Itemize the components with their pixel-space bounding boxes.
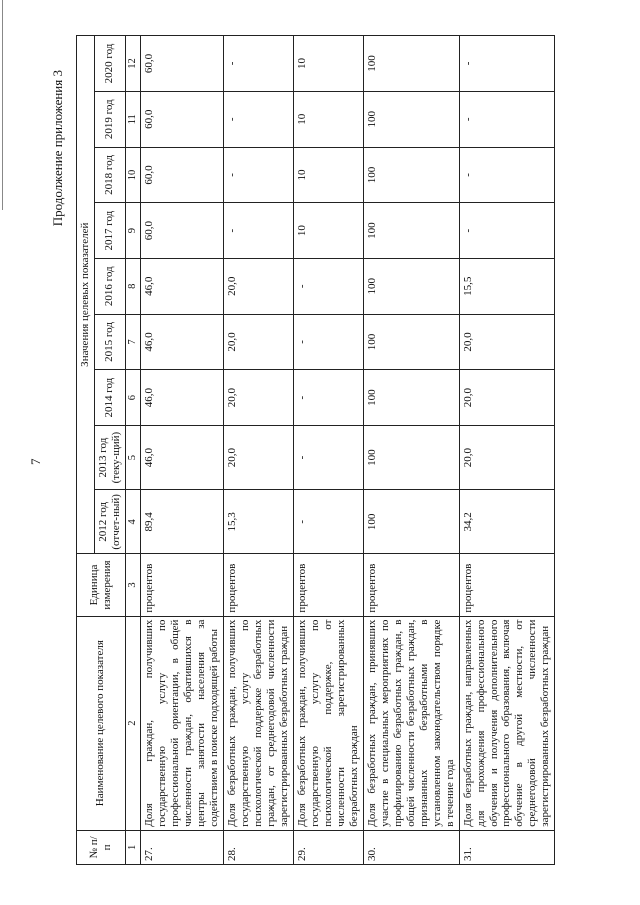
value-cell: - xyxy=(459,203,555,259)
indicator-name: Доля безработных граждан, направленных для прохождения профессионального обучения и получения дополнительного профессионального образования, включая обучение в другой местности, от среднегодовой численности зарегистрированных безработных граждан xyxy=(459,616,555,830)
value-cell: - xyxy=(224,147,294,203)
value-cell: 100 xyxy=(363,36,459,92)
column-index: 6 xyxy=(125,370,140,426)
value-cell: 100 xyxy=(363,425,459,489)
value-cell: 46,0 xyxy=(141,314,224,370)
column-index: 2 xyxy=(125,616,140,830)
value-cell: 20,0 xyxy=(459,370,555,426)
value-cell: 20,0 xyxy=(459,314,555,370)
column-index: 3 xyxy=(125,554,140,616)
value-cell: 10 xyxy=(293,36,363,92)
value-cell: 34,2 xyxy=(459,490,555,554)
value-cell: 20,0 xyxy=(224,258,294,314)
value-cell: 60,0 xyxy=(141,203,224,259)
header-year: 2015 год xyxy=(94,314,125,370)
table-row xyxy=(293,36,363,865)
value-cell: 100 xyxy=(363,147,459,203)
value-cell: 60,0 xyxy=(141,91,224,147)
value-cell: 100 xyxy=(363,490,459,554)
value-cell: 60,0 xyxy=(141,147,224,203)
value-cell: 46,0 xyxy=(141,370,224,426)
value-cell: - xyxy=(459,147,555,203)
table-row xyxy=(363,36,459,865)
value-cell: 100 xyxy=(363,258,459,314)
value-cell: - xyxy=(293,314,363,370)
header-year: 2013 год (теку-щий) xyxy=(94,425,125,489)
indicator-name: Доля граждан, получивших государственную услугу по профессиональной ориентации, в общей численности граждан, обратившихся в центры занятости населения за содействием в поиске подходящей работы xyxy=(141,616,224,830)
scan-edge-line xyxy=(2,0,3,210)
column-index: 9 xyxy=(125,203,140,259)
column-index: 10 xyxy=(125,147,140,203)
indicators-table xyxy=(76,35,555,865)
continuation-note: Продолжение приложения 3 xyxy=(50,70,65,227)
value-cell: 20,0 xyxy=(224,370,294,426)
header-year: 2018 год xyxy=(94,147,125,203)
indicator-name: Доля безработных граждан, получивших государственную услугу по психологической поддержке безработных граждан, от среднегодовой численности зарегистрированных безработных граждан xyxy=(224,616,294,830)
indicator-unit: процентов xyxy=(141,554,224,616)
indicator-unit: процентов xyxy=(459,554,555,616)
table-row xyxy=(459,36,555,865)
value-cell: - xyxy=(224,203,294,259)
table-row xyxy=(224,36,294,865)
value-cell: 15,3 xyxy=(224,490,294,554)
indicator-unit: процентов xyxy=(363,554,459,616)
row-number: 28. xyxy=(224,830,294,864)
row-number: 29. xyxy=(293,830,363,864)
indicator-name: Доля безработных граждан, получивших государственную услугу по психологической поддержке, от численности зарегистрированных безработных граждан xyxy=(293,616,363,830)
indicator-unit: процентов xyxy=(224,554,294,616)
indicator-unit: процентов xyxy=(293,554,363,616)
indicator-name: Доля безработных граждан, принявших участие в специальных мероприятиях по профилированию безработных граждан, в общей численности безработных граждан, признанных безработными в установленном законодательством порядке в течение года xyxy=(363,616,459,830)
value-cell: - xyxy=(459,36,555,92)
header-unit: Единица измерения xyxy=(77,554,126,616)
value-cell: - xyxy=(293,490,363,554)
value-cell: - xyxy=(224,36,294,92)
value-cell: 15,5 xyxy=(459,258,555,314)
column-index: 4 xyxy=(125,490,140,554)
value-cell: - xyxy=(293,370,363,426)
table-row xyxy=(141,36,224,865)
value-cell: 100 xyxy=(363,203,459,259)
header-values-group: Значения целевых показателей xyxy=(77,36,95,554)
row-number: 30. xyxy=(363,830,459,864)
page-number: 7 xyxy=(28,458,43,465)
value-cell: 46,0 xyxy=(141,258,224,314)
value-cell: - xyxy=(293,258,363,314)
value-cell: 89,4 xyxy=(141,490,224,554)
value-cell: 10 xyxy=(293,91,363,147)
row-number: 31. xyxy=(459,830,555,864)
column-index: 5 xyxy=(125,425,140,489)
value-cell: - xyxy=(459,91,555,147)
value-cell: 60,0 xyxy=(141,36,224,92)
header-year: 2012 год (отчет-ный) xyxy=(94,490,125,554)
value-cell: 100 xyxy=(363,314,459,370)
column-index: 12 xyxy=(125,36,140,92)
value-cell: - xyxy=(293,425,363,489)
value-cell: 10 xyxy=(293,147,363,203)
row-number: 27. xyxy=(141,830,224,864)
header-year: 2017 год xyxy=(94,203,125,259)
value-cell: 10 xyxy=(293,203,363,259)
value-cell: 20,0 xyxy=(459,425,555,489)
header-year: 2020 год xyxy=(94,36,125,92)
value-cell: - xyxy=(224,91,294,147)
value-cell: 46,0 xyxy=(141,425,224,489)
column-index: 7 xyxy=(125,314,140,370)
value-cell: 100 xyxy=(363,91,459,147)
header-num: № п/п xyxy=(77,830,126,864)
column-index: 11 xyxy=(125,91,140,147)
column-index: 8 xyxy=(125,258,140,314)
value-cell: 20,0 xyxy=(224,314,294,370)
header-year: 2014 год xyxy=(94,370,125,426)
header-name: Наименование целевого показателя xyxy=(77,616,126,830)
value-cell: 20,0 xyxy=(224,425,294,489)
header-year: 2019 год xyxy=(94,91,125,147)
column-index: 1 xyxy=(125,830,140,864)
header-year: 2016 год xyxy=(94,258,125,314)
value-cell: 100 xyxy=(363,370,459,426)
